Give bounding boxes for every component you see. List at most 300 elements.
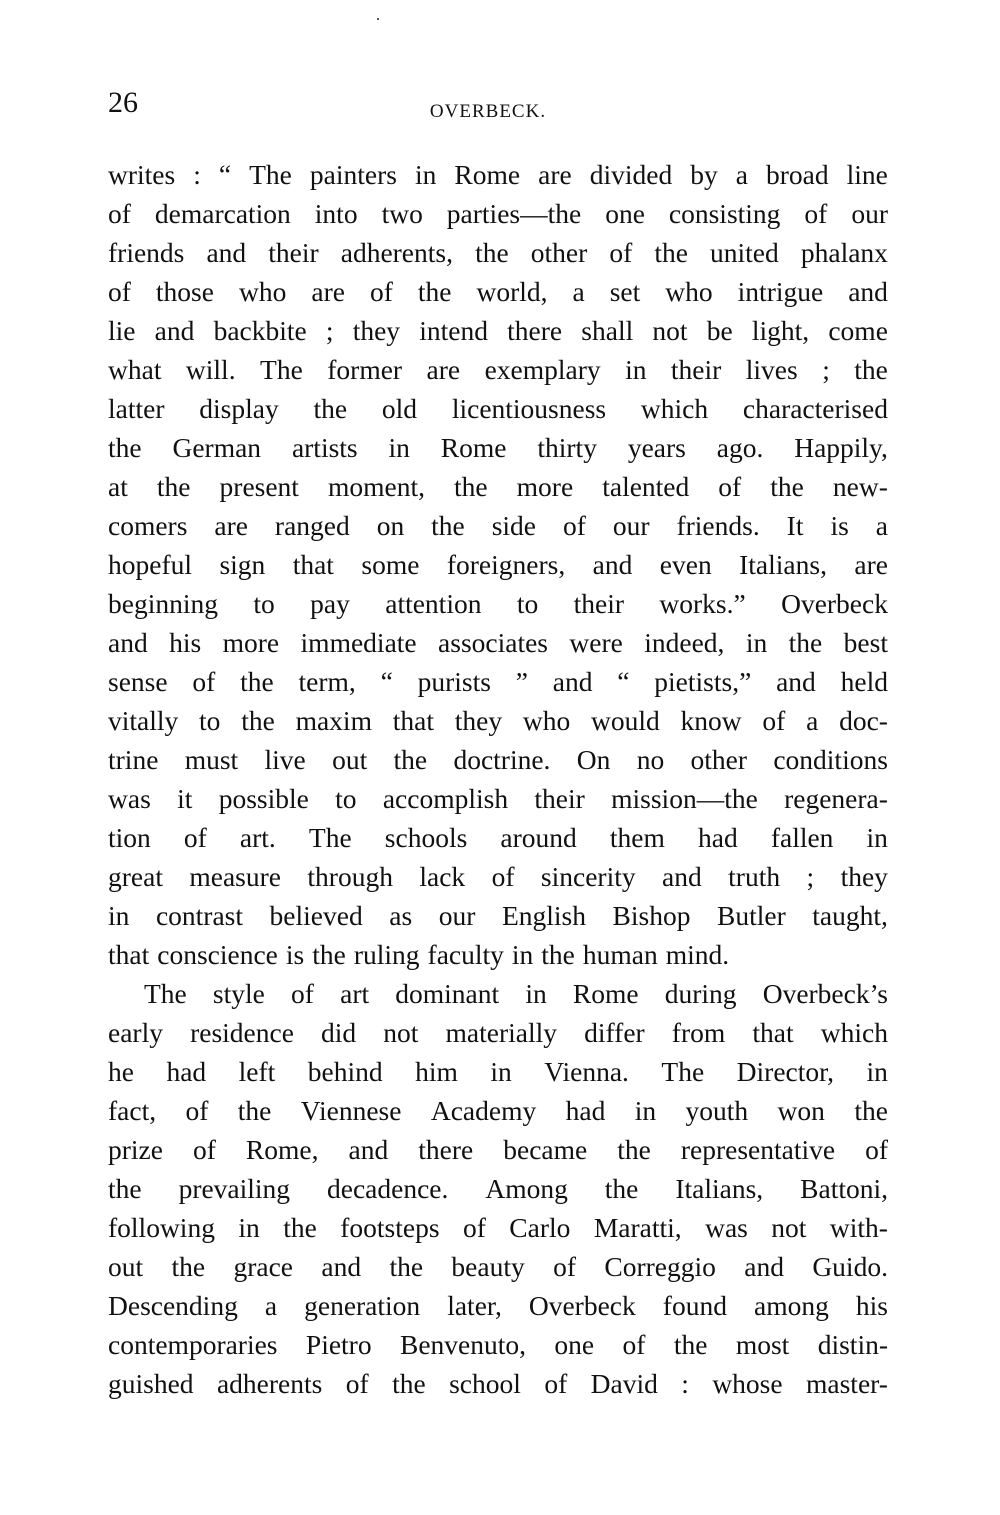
- word: demarcation: [154, 198, 291, 229]
- word: in: [866, 1056, 888, 1087]
- word: his: [169, 627, 202, 658]
- word: of: [108, 198, 131, 229]
- word: possible: [218, 783, 309, 814]
- word: new-: [832, 471, 888, 502]
- word: of: [718, 471, 742, 502]
- word: in: [108, 900, 130, 931]
- word: not: [383, 1017, 419, 1048]
- running-head: [0, 101, 1000, 123]
- word: know: [680, 705, 742, 736]
- word: Maratti,: [593, 1212, 682, 1243]
- word: Overbeck: [528, 1290, 636, 1321]
- text-line: [108, 233, 888, 272]
- word: him: [415, 1056, 458, 1087]
- word: Battoni,: [800, 1173, 888, 1204]
- word: in: [511, 939, 534, 970]
- word: left: [238, 1056, 276, 1087]
- word: was: [108, 783, 151, 814]
- word: would: [591, 705, 660, 736]
- word: of: [762, 705, 786, 736]
- word: sincerity: [540, 861, 636, 892]
- word: one: [554, 1329, 595, 1360]
- word: accomplish: [382, 783, 509, 814]
- word: characterised: [742, 393, 888, 424]
- word: great: [108, 861, 163, 892]
- word: to: [516, 588, 539, 619]
- word: mind.: [665, 939, 730, 970]
- word: and: [776, 666, 816, 697]
- word: had: [166, 1056, 207, 1087]
- word: master-: [806, 1368, 888, 1399]
- text-line: [108, 1052, 888, 1091]
- word: the: [431, 510, 465, 541]
- word: more: [516, 471, 574, 502]
- word: Rome: [454, 159, 521, 190]
- word: and: [206, 237, 247, 268]
- word: one: [605, 198, 645, 229]
- word: present: [219, 471, 299, 502]
- word: vitally: [108, 705, 179, 736]
- word: ;: [325, 315, 334, 346]
- word: prevailing: [178, 1173, 291, 1204]
- word: their: [573, 588, 625, 619]
- word: pietists,”: [654, 666, 752, 697]
- word: taught,: [812, 900, 888, 931]
- word: in: [745, 627, 768, 658]
- word: ago.: [716, 432, 764, 463]
- word: associates: [438, 627, 548, 658]
- word: the: [237, 1095, 272, 1126]
- word: Rome: [572, 978, 639, 1009]
- word: Overbeck’s: [762, 978, 888, 1009]
- word: Bishop: [612, 900, 691, 931]
- text-line: [108, 662, 888, 701]
- word: beauty: [451, 1251, 525, 1282]
- word: into: [314, 198, 358, 229]
- word: guished: [108, 1368, 194, 1399]
- word: the: [171, 1251, 206, 1282]
- word: our: [438, 900, 476, 931]
- word: of: [609, 237, 633, 268]
- word: of: [562, 510, 586, 541]
- word: world,: [476, 276, 548, 307]
- word: hopeful: [108, 549, 193, 580]
- word: the: [283, 1212, 317, 1243]
- word: latter: [108, 393, 165, 424]
- word: is: [830, 510, 849, 541]
- text-line: [108, 545, 888, 584]
- word: it: [177, 783, 193, 814]
- word: differ: [584, 1017, 645, 1048]
- text-line: [108, 272, 888, 311]
- word: and: [662, 861, 702, 892]
- word: attention: [385, 588, 482, 619]
- word: come: [828, 315, 888, 346]
- word: to: [335, 783, 357, 814]
- word: most: [735, 1329, 790, 1360]
- word: adherents: [216, 1368, 323, 1399]
- word: artists: [291, 432, 358, 463]
- word: and: [348, 1134, 389, 1165]
- word: found: [662, 1290, 727, 1321]
- word: was: [705, 1212, 748, 1243]
- word: won: [777, 1095, 825, 1126]
- word: he: [108, 1056, 134, 1087]
- text-line: [108, 155, 888, 194]
- word: the: [389, 1251, 424, 1282]
- word: believed: [269, 900, 363, 931]
- word: during: [664, 978, 737, 1009]
- word: tion: [108, 822, 151, 853]
- word: the: [854, 1095, 888, 1126]
- word: them: [609, 822, 665, 853]
- word: grace: [233, 1251, 293, 1282]
- word: lie: [108, 315, 136, 346]
- word: the: [673, 1329, 708, 1360]
- word: of: [345, 1368, 369, 1399]
- scan-speck: [377, 18, 379, 20]
- word: Correggio: [604, 1251, 716, 1282]
- word: behind: [307, 1056, 383, 1087]
- text-line: [108, 857, 888, 896]
- word: fact,: [108, 1095, 157, 1126]
- word: and: [321, 1251, 362, 1282]
- word: they: [352, 315, 401, 346]
- word: intend: [419, 315, 488, 346]
- word: Guido.: [812, 1251, 888, 1282]
- word: light,: [751, 315, 810, 346]
- text-line: [108, 974, 888, 1013]
- word: maxim: [295, 705, 372, 736]
- word: contrast: [155, 900, 243, 931]
- word: English: [501, 900, 586, 931]
- word: their: [670, 354, 722, 385]
- word: art: [340, 978, 370, 1009]
- word: the: [770, 471, 804, 502]
- word: conscience: [157, 939, 278, 970]
- text-line: [108, 740, 888, 779]
- word: be: [706, 315, 733, 346]
- word: that: [752, 1017, 794, 1048]
- word: comers: [108, 510, 188, 541]
- word: in: [414, 159, 437, 190]
- word: the: [454, 471, 488, 502]
- word: by: [690, 159, 718, 190]
- word: moment,: [327, 471, 425, 502]
- word: the: [854, 354, 888, 385]
- word: lack: [419, 861, 466, 892]
- word: of: [108, 276, 131, 307]
- word: and: [108, 627, 148, 658]
- word: did: [321, 1017, 357, 1048]
- word: Benvenuto,: [400, 1329, 527, 1360]
- word: and: [592, 549, 633, 580]
- word: the: [108, 432, 142, 463]
- text-line: [108, 350, 888, 389]
- word: On: [576, 744, 611, 775]
- word: in: [525, 978, 547, 1009]
- word: side: [491, 510, 537, 541]
- word: doctrine.: [453, 744, 551, 775]
- text-line: [108, 1169, 888, 1208]
- text-line: [108, 389, 888, 428]
- word: of: [804, 198, 828, 229]
- word: ;: [806, 861, 815, 892]
- word: ;: [822, 354, 830, 385]
- word: on: [376, 510, 405, 541]
- word: painters: [309, 159, 397, 190]
- word: that: [392, 705, 434, 736]
- word: in: [625, 354, 647, 385]
- word: contemporaries: [108, 1329, 278, 1360]
- word: sense: [108, 666, 168, 697]
- word: which: [820, 1017, 888, 1048]
- word: conditions: [773, 744, 888, 775]
- word: the: [788, 627, 823, 658]
- word: a: [875, 510, 888, 541]
- word: more: [222, 627, 280, 658]
- word: schools: [384, 822, 468, 853]
- word: in: [388, 432, 410, 463]
- text-line: [108, 1013, 888, 1052]
- text-line: [108, 623, 888, 662]
- word: Viennese: [300, 1095, 402, 1126]
- word: Overbeck: [781, 588, 888, 619]
- word: Italians,: [739, 549, 827, 580]
- word: are: [854, 549, 888, 580]
- word: two: [381, 198, 423, 229]
- word: broad: [765, 159, 829, 190]
- word: pay: [310, 588, 350, 619]
- word: in: [634, 1095, 657, 1126]
- text-line: [108, 1286, 888, 1325]
- word: dominant: [395, 978, 500, 1009]
- word: other: [530, 237, 588, 268]
- word: The: [308, 822, 352, 853]
- word: purists: [417, 666, 491, 697]
- word: faculty: [427, 939, 504, 970]
- word: The: [260, 354, 303, 385]
- word: other: [690, 744, 748, 775]
- word: materially: [445, 1017, 557, 1048]
- text-line: [108, 779, 888, 818]
- word: licentiousness: [451, 393, 607, 424]
- text-line: [108, 1130, 888, 1169]
- word: and: [848, 276, 888, 307]
- word: they: [454, 705, 503, 736]
- word: thirty: [537, 432, 597, 463]
- word: works.”: [659, 588, 746, 619]
- word: immediate: [300, 627, 417, 658]
- word: out: [332, 744, 368, 775]
- word: The: [144, 978, 187, 1009]
- text-line: [108, 506, 888, 545]
- word: whose: [712, 1368, 783, 1399]
- word: the: [392, 1368, 426, 1399]
- text-line: [108, 1247, 888, 1286]
- word: adherents,: [340, 237, 453, 268]
- word: Butler: [717, 900, 786, 931]
- word: are: [214, 510, 248, 541]
- word: the: [241, 705, 275, 736]
- word: were: [569, 627, 623, 658]
- word: in: [866, 822, 888, 853]
- word: intrigue: [737, 276, 824, 307]
- word: friends: [108, 237, 185, 268]
- word: decadence.: [327, 1173, 449, 1204]
- word: at: [108, 471, 128, 502]
- word: phalanx: [800, 237, 888, 268]
- word: The: [661, 1056, 705, 1087]
- word: live: [264, 744, 306, 775]
- word: Italians,: [675, 1173, 764, 1204]
- word: following: [108, 1212, 215, 1243]
- word: of: [291, 978, 314, 1009]
- word: mission—the: [611, 783, 758, 814]
- word: Vienna.: [544, 1056, 629, 1087]
- word: representative: [680, 1134, 836, 1165]
- word: regenera-: [784, 783, 888, 814]
- word: must: [184, 744, 239, 775]
- word: and: [744, 1251, 784, 1282]
- word: ”: [515, 666, 528, 697]
- word: human: [582, 939, 658, 970]
- text-line: [108, 1208, 888, 1247]
- word: of: [192, 666, 216, 697]
- word: not: [652, 315, 688, 346]
- word: “: [617, 666, 630, 697]
- word: ranged: [274, 510, 350, 541]
- word: trine: [108, 744, 159, 775]
- word: around: [500, 822, 577, 853]
- word: the: [312, 939, 346, 970]
- word: of: [553, 1251, 576, 1282]
- word: the: [240, 666, 274, 697]
- word: became: [503, 1134, 588, 1165]
- word: is: [285, 939, 305, 970]
- text-line: [108, 311, 888, 350]
- text-line: [108, 428, 888, 467]
- word: the: [108, 1173, 142, 1204]
- page-number: 26: [108, 86, 138, 119]
- word: later,: [447, 1290, 502, 1321]
- word: beginning: [108, 588, 218, 619]
- word: consisting: [668, 198, 781, 229]
- word: the: [604, 1173, 639, 1204]
- word: there: [418, 1134, 474, 1165]
- word: held: [840, 666, 888, 697]
- word: Director,: [736, 1056, 835, 1087]
- word: of: [544, 1368, 568, 1399]
- body-text: [108, 155, 888, 1403]
- word: art.: [239, 822, 276, 853]
- word: years: [627, 432, 686, 463]
- word: our: [851, 198, 888, 229]
- word: Happily,: [794, 432, 888, 463]
- word: the: [313, 393, 348, 424]
- word: out: [108, 1251, 144, 1282]
- word: Academy: [430, 1095, 537, 1126]
- word: :: [681, 1368, 689, 1399]
- word: backbite: [213, 315, 307, 346]
- word: which: [640, 393, 709, 424]
- word: writes: [108, 159, 176, 190]
- word: are: [426, 354, 461, 385]
- word: in: [490, 1056, 512, 1087]
- text-line: [108, 935, 888, 974]
- word: foreigners,: [446, 549, 566, 580]
- word: residence: [190, 1017, 294, 1048]
- word: that: [292, 549, 334, 580]
- word: fallen: [770, 822, 834, 853]
- word: no: [636, 744, 665, 775]
- word: who: [665, 276, 713, 307]
- word: of: [491, 861, 515, 892]
- word: will.: [185, 354, 236, 385]
- text-line: [108, 467, 888, 506]
- word: divided: [589, 159, 673, 190]
- word: those: [155, 276, 214, 307]
- word: of: [865, 1134, 888, 1165]
- word: measure: [189, 861, 281, 892]
- word: even: [659, 549, 712, 580]
- word: “: [380, 666, 393, 697]
- text-line: [108, 1325, 888, 1364]
- word: what: [108, 354, 162, 385]
- word: set: [609, 276, 641, 307]
- word: and: [154, 315, 195, 346]
- word: their: [268, 237, 319, 268]
- word: among: [753, 1290, 829, 1321]
- word: talented: [602, 471, 690, 502]
- word: David: [590, 1368, 658, 1399]
- word: the: [475, 237, 509, 268]
- word: display: [199, 393, 279, 424]
- word: a: [264, 1290, 278, 1321]
- word: footsteps: [340, 1212, 440, 1243]
- word: early: [108, 1017, 163, 1048]
- word: of: [622, 1329, 646, 1360]
- word: not: [771, 1212, 807, 1243]
- word: the: [393, 744, 428, 775]
- word: The: [249, 159, 292, 190]
- word: are: [311, 276, 345, 307]
- word: our: [612, 510, 650, 541]
- word: of: [185, 1095, 209, 1126]
- word: to: [253, 588, 275, 619]
- text-line: [108, 1091, 888, 1130]
- word: school: [449, 1368, 521, 1399]
- text-line: [108, 701, 888, 740]
- word: line: [846, 159, 888, 190]
- word: of: [369, 276, 393, 307]
- word: some: [361, 549, 420, 580]
- word: sign: [219, 549, 266, 580]
- word: and: [552, 666, 593, 697]
- word: had: [698, 822, 738, 853]
- word: to: [199, 705, 221, 736]
- word: from: [671, 1017, 726, 1048]
- word: shall: [581, 315, 634, 346]
- word: :: [193, 159, 201, 190]
- text-line: [108, 584, 888, 623]
- word: that: [108, 939, 150, 970]
- text-line: [108, 1364, 888, 1403]
- word: Among: [485, 1173, 568, 1204]
- word: a: [572, 276, 585, 307]
- word: term,: [298, 666, 356, 697]
- word: best: [843, 627, 888, 658]
